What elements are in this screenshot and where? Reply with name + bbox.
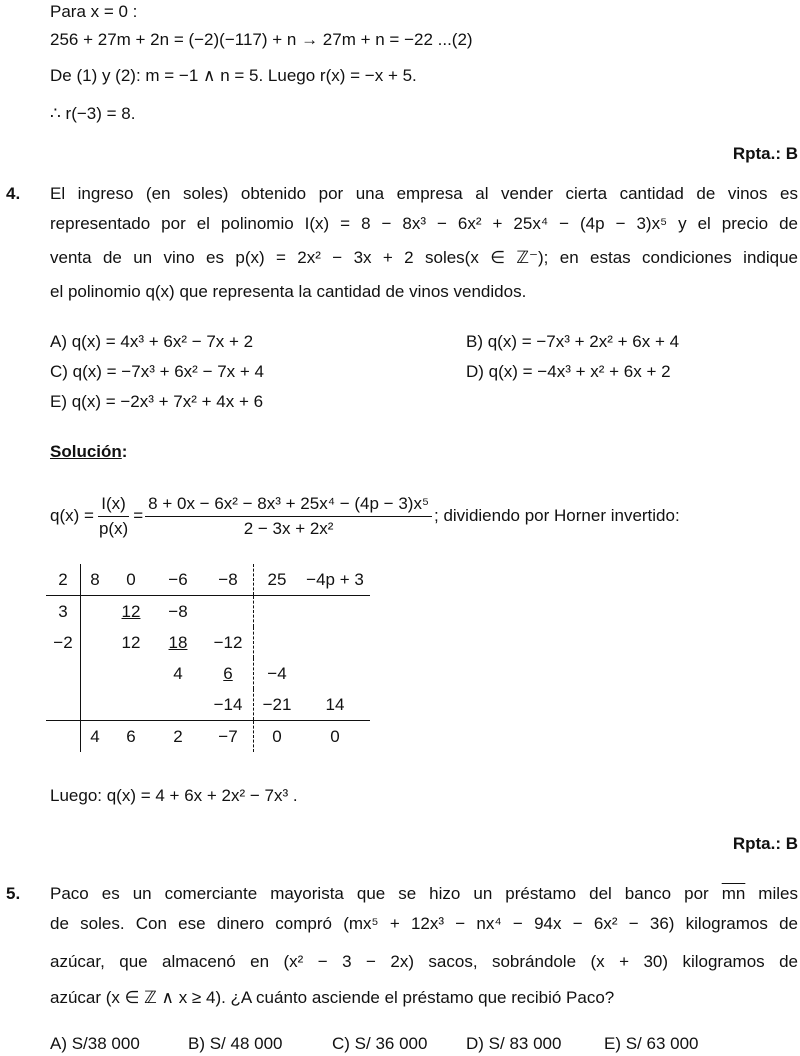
horner-cell (46, 689, 81, 721)
horner-cell: 2 (153, 721, 203, 753)
q4-option-a: A) q(x) = 4x³ + 6x² − 7x + 2 (50, 332, 254, 351)
horner-cell (109, 596, 153, 628)
solution-colon: : (121, 442, 128, 461)
q5-option-d: D) S/ 83 000 (466, 1034, 562, 1053)
horner-cell: 12 (121, 632, 141, 652)
q4-statement-line-1: El ingreso (en soles) obtenido por una empresa al vender cierta cantidad de vinos es (50, 184, 798, 203)
horner-cell (81, 658, 110, 689)
q5-option-b: B) S/ 48 000 (188, 1034, 283, 1053)
fraction-denominator: p(x) (98, 518, 129, 538)
horner-cell: −4p + 3 (306, 569, 364, 589)
horner-row-coefficients (46, 564, 370, 596)
horner-cell (153, 689, 203, 721)
q5-option-c: C) S/ 36 000 (332, 1034, 428, 1053)
q5-statement-line-1 (50, 884, 798, 904)
horner-cell: −21 (254, 689, 301, 721)
horner-cell (203, 658, 254, 689)
horner-value: 18 (168, 632, 188, 652)
prev-answer: Rpta.: B (732, 144, 798, 163)
solution-label: Solución (50, 442, 122, 461)
q5-mn-overline: $\overline{mn}$ (721, 884, 746, 903)
q4-statement-line-2: representado por el polinomio I(x) = 8 − 8x³ − 6x² + 25x⁴ − (4p − 3)x⁵ y el precio de (50, 214, 798, 233)
horner-cell: 8 (81, 564, 110, 596)
q5-text: Paco es un comerciante mayorista que se hizo un préstamo del banco por (50, 884, 722, 903)
horner-cell: −12 (213, 632, 243, 652)
horner-cell: 25 (254, 564, 301, 596)
horner-row (46, 689, 370, 721)
horner-cell (254, 627, 301, 658)
horner-cell: −8 (218, 569, 238, 589)
horner-row-results (46, 721, 370, 753)
horner-cell (300, 658, 370, 689)
q5-option-e: E) S/ 63 000 (604, 1034, 699, 1053)
horner-cell: −2 (53, 632, 73, 652)
horner-division-table (46, 564, 370, 752)
prev-line-result: ∴ r(−3) = 8. (50, 104, 136, 123)
horner-value: 6 (223, 663, 233, 683)
eq-lhs: q(x) = (50, 506, 94, 525)
horner-cell: 4 (81, 721, 110, 753)
horner-cell (109, 658, 153, 689)
horner-cell: −4 (254, 658, 301, 689)
horner-cell (109, 689, 153, 721)
horner-cell: 14 (325, 694, 345, 714)
horner-cell: 2 (58, 569, 68, 589)
eq-equals: = (133, 506, 144, 525)
fraction-income-over-price (96, 493, 131, 540)
horner-cell: 0 (126, 569, 136, 589)
fraction-numerator: 8 + 0x − 6x² − 8x³ + 25x⁴ − (4p − 3)x⁵ (145, 493, 432, 517)
horner-cell: 0 (300, 721, 370, 753)
q5-option-a: A) S/38 000 (50, 1034, 140, 1053)
horner-cell (300, 596, 370, 628)
q4-option-d: D) q(x) = −4x³ + x² + 6x + 2 (466, 362, 671, 381)
horner-cell (81, 689, 110, 721)
horner-cell (203, 596, 254, 628)
horner-cell: −7 (203, 721, 254, 753)
q4-statement-line-4: el polinomio q(x) que representa la cantidad de vinos vendidos. (50, 282, 527, 301)
q5-text: miles (745, 884, 798, 903)
horner-value: 12 (121, 601, 141, 621)
horner-cell: 3 (46, 596, 81, 628)
q5-statement-line-4: azúcar (x ∈ ℤ ∧ x ≥ 4). ¿A cuánto asciende el préstamo que recibió Paco? (50, 988, 615, 1007)
q4-quotient-equation (50, 488, 680, 544)
horner-cell: −8 (153, 596, 203, 628)
q4-option-c: C) q(x) = −7x³ + 6x² − 7x + 4 (50, 362, 265, 381)
prev-line-system: De (1) y (2): m = −1 ∧ n = 5. Luego r(x) = −x + 5. (50, 66, 417, 85)
horner-cell (153, 627, 203, 658)
q4-option-b: B) q(x) = −7x³ + 2x² + 6x + 4 (466, 332, 680, 351)
horner-cell: 4 (173, 663, 183, 683)
horner-cell (46, 721, 81, 753)
q4-statement-line-3: venta de un vino es p(x) = 2x² − 3x + 2 soles(x ∈ ℤ⁻); en estas condiciones indique (50, 248, 798, 267)
q4-conclusion: Luego: q(x) = 4 + 6x + 2x² − 7x³ . (50, 786, 298, 805)
q4-answer: Rpta.: B (732, 834, 798, 853)
horner-cell (300, 627, 370, 658)
prev-line-equation: 256 + 27m + 2n = (−2)(−117) + n → 27m + n = −22 ...(2) (50, 30, 473, 49)
horner-row (46, 596, 370, 628)
question-number-5: 5. (6, 884, 21, 903)
horner-cell: 0 (254, 721, 301, 753)
horner-cell (46, 658, 81, 689)
fraction-polynomials (145, 493, 432, 540)
horner-cell (254, 596, 301, 628)
horner-cell (81, 627, 110, 658)
horner-cell: 6 (109, 721, 153, 753)
question-number-4: 4. (6, 184, 21, 203)
horner-cell: −14 (213, 694, 243, 714)
q4-option-e: E) q(x) = −2x³ + 7x² + 4x + 6 (50, 392, 264, 411)
eq-tail-text: ; dividiendo por Horner invertido: (434, 506, 680, 525)
q4-solution-heading (50, 442, 127, 462)
prev-line-para: Para x = 0 : (50, 2, 138, 21)
fraction-denominator: 2 − 3x + 2x² (243, 518, 334, 538)
q5-statement-line-3: azúcar, que almacenó en (x² − 3 − 2x) sacos, sobrándole (x + 30) kilogramos de (50, 952, 798, 971)
horner-row (46, 627, 370, 658)
fraction-numerator: I(x) (98, 493, 129, 517)
horner-cell (81, 596, 110, 628)
q5-statement-line-2: de soles. Con ese dinero compró (mx⁵ + 12x³ − nx⁴ − 94x − 6x² − 36) kilogramos de (50, 914, 798, 933)
horner-row (46, 658, 370, 689)
horner-cell: −6 (168, 569, 188, 589)
